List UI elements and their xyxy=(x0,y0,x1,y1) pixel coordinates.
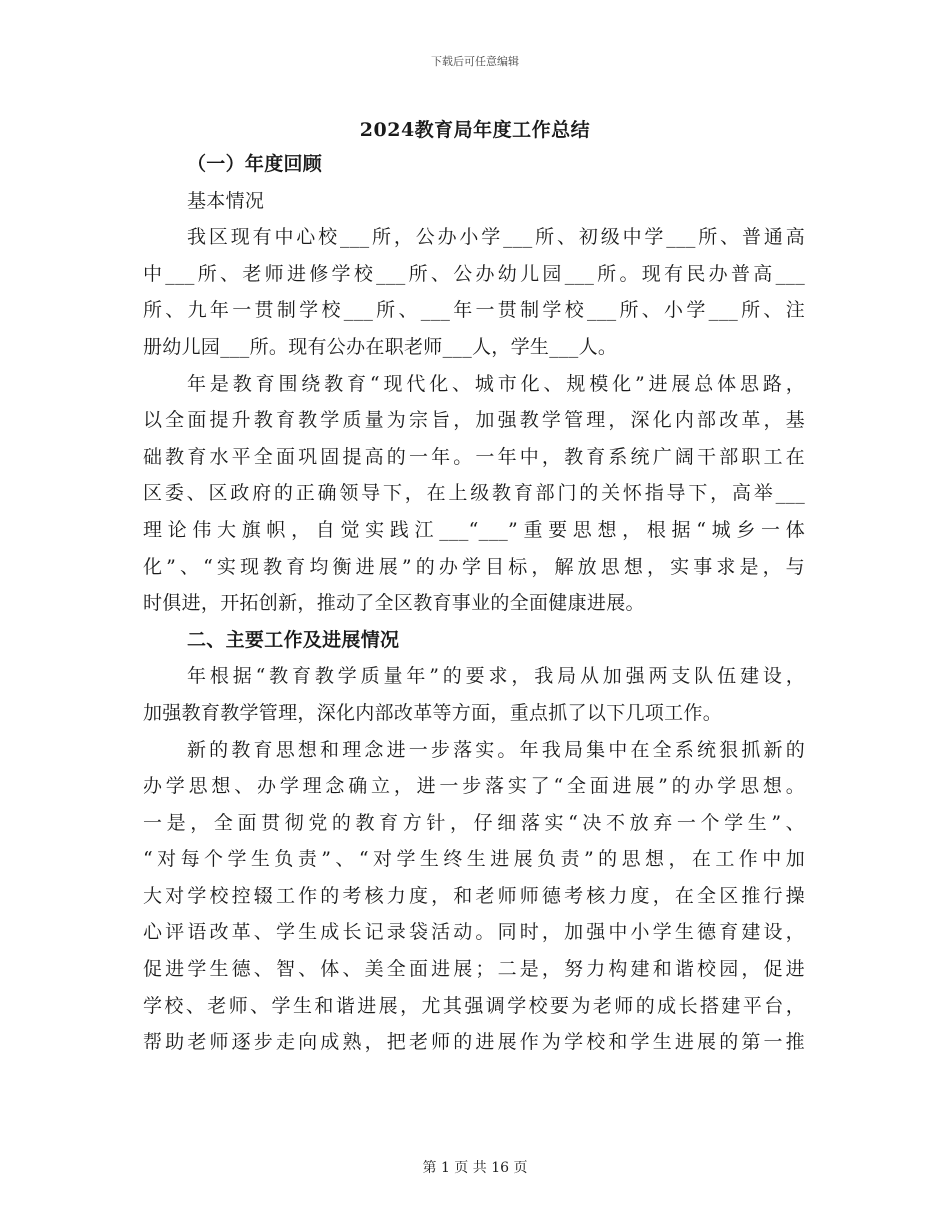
paragraph-line: 新的教育思想和理念进一步落实。年我局集中在全系统狠抓新的 xyxy=(187,738,805,761)
paragraph-line: 所、九年一贯制学校___所、___年一贯制学校___所、小学___所、注 xyxy=(143,299,805,322)
paragraph-line: 帮助老师逐步走向成熟，把老师的进展作为学校和学生进展的第一推 xyxy=(143,1031,805,1054)
subheading-basic-situation: 基本情况 xyxy=(187,189,265,212)
paragraph-line: 大对学校控辍工作的考核力度，和老师师德考核力度，在全区推行操 xyxy=(143,884,805,907)
paragraph-line: 年是教育围绕教育“现代化、城市化、规模化”进展总体思路， xyxy=(187,372,805,395)
paragraph-line: 础教育水平全面巩固提高的一年。一年中，教育系统广阔干部职工在 xyxy=(143,445,805,468)
paragraph-line: 以全面提升教育教学质量为宗旨，加强教学管理，深化内部改革，基 xyxy=(143,409,805,432)
paragraph-line: 化”、“实现教育均衡进展”的办学目标，解放思想，实事求是，与 xyxy=(143,555,805,578)
paragraph-line: 我区现有中心校___所，公办小学___所、初级中学___所、普通高 xyxy=(187,226,805,249)
paragraph-line: 办学思想、办学理念确立，进一步落实了“全面进展”的办学思想。 xyxy=(143,775,805,798)
page-number: 第 1 页 共 16 页 xyxy=(422,1160,528,1176)
paragraph-line: 一是，全面贯彻党的教育方针，仔细落实“决不放弃一个学生”、 xyxy=(143,811,805,834)
paragraph-line: 加强教育教学管理，深化内部改革等方面，重点抓了以下几项工作。 xyxy=(143,701,723,724)
document-title: 2024教育局年度工作总结 xyxy=(359,119,591,141)
paragraph-line: 中___所、老师进修学校___所、公办幼儿园___所。现有民办普高___ xyxy=(143,262,805,285)
paragraph-line: 年根据“教育教学质量年”的要求，我局从加强两支队伍建设， xyxy=(187,665,805,688)
paragraph-line: 促进学生德、智、体、美全面进展；二是，努力构建和谐校园，促进 xyxy=(143,958,805,981)
section-heading-annual-review: （一）年度回顾 xyxy=(187,153,323,175)
paragraph-line: 理论伟大旗帜，自觉实践江___“___”重要思想，根据“城乡一体 xyxy=(143,518,805,541)
paragraph-line: 心评语改革、学生成长记录袋活动。同时，加强中小学生德育建设， xyxy=(143,921,805,944)
paragraph-line: 册幼儿园___所。现有公办在职老师___人，学生___人。 xyxy=(143,335,618,358)
paragraph-line: 时俱进，开拓创新，推动了全区教育事业的全面健康进展。 xyxy=(143,592,645,615)
document-body xyxy=(143,146,805,1061)
paragraph-line: “对每个学生负责”、“对学生终生进展负责”的思想，在工作中加 xyxy=(143,848,805,871)
paragraph-line: 学校、老师、学生和谐进展，尤其强调学校要为老师的成长搭建平台， xyxy=(143,994,805,1017)
section-heading-main-work: 二、主要工作及进展情况 xyxy=(187,628,400,651)
header-note: 下载后可任意编辑 xyxy=(431,55,519,68)
paragraph-line: 区委、区政府的正确领导下，在上级教育部门的关怀指导下，高举___ xyxy=(143,482,805,505)
